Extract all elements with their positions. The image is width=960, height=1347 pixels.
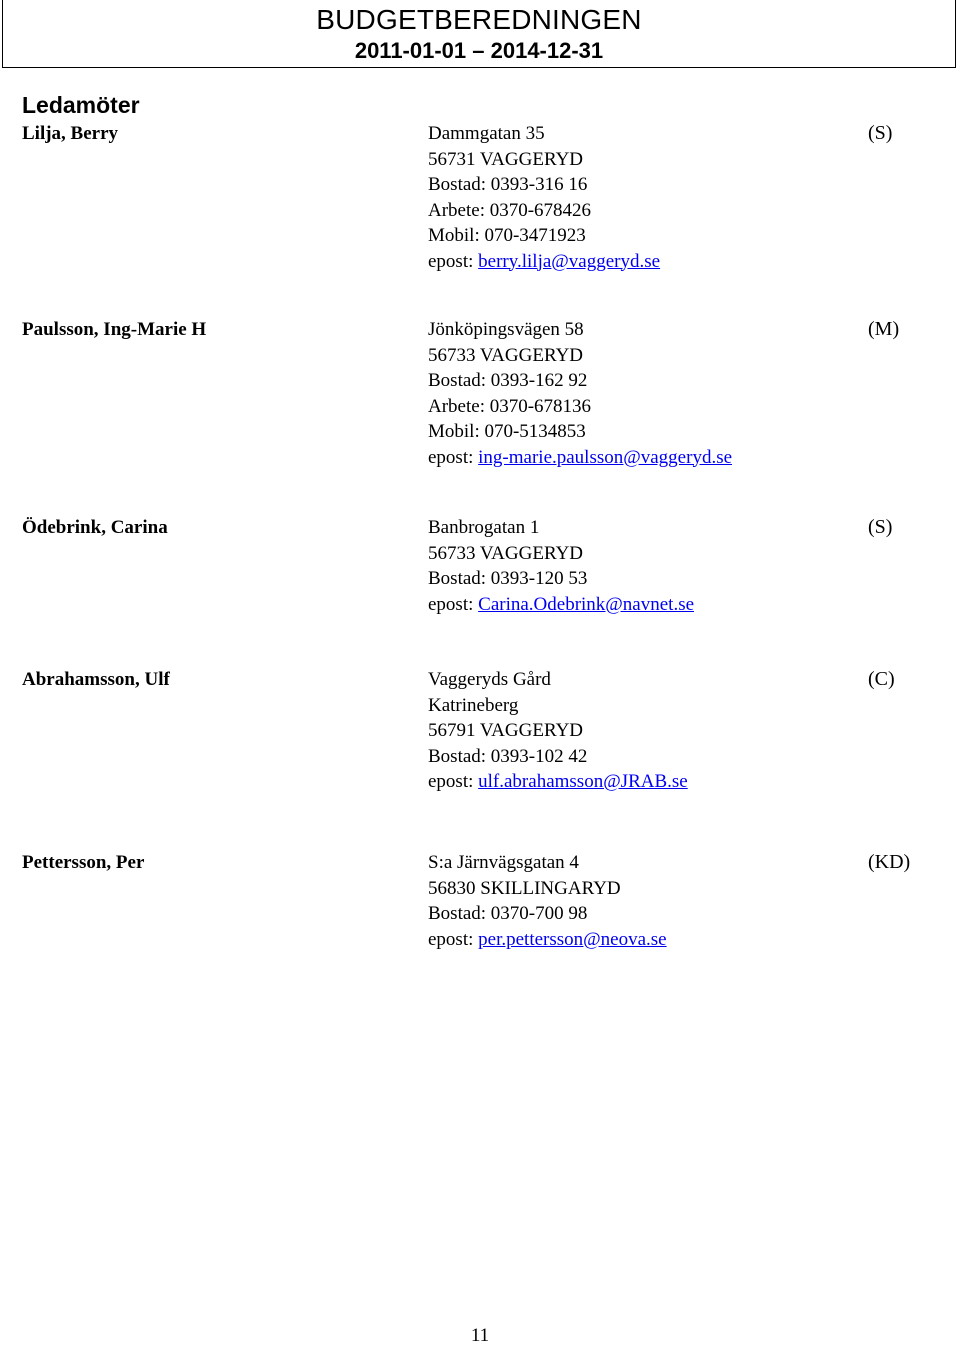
phone-work: Arbete: 0370-678426 <box>428 199 592 221</box>
address-line: 56830 SKILLINGARYD <box>428 877 621 899</box>
phone-mobile: Mobil: 070-3471923 <box>428 225 586 246</box>
party-badge: (S) <box>868 122 893 144</box>
address-line: Katrineberg <box>428 694 519 716</box>
member-contact <box>428 850 667 952</box>
email-line <box>428 927 667 953</box>
party-badge: (M) <box>868 318 900 340</box>
member-name: Paulsson, Ing-Marie H <box>22 319 207 340</box>
document-header <box>2 0 956 68</box>
email-link[interactable]: berry.lilja@vaggeryd.se <box>478 250 661 272</box>
email-link[interactable]: Carina.Odebrink@navnet.se <box>478 593 695 615</box>
phone-home: Bostad: 0393-316 16 <box>428 174 588 195</box>
address-line: Dammgatan 35 <box>428 123 545 144</box>
phone-mobile: Mobil: 070-5134853 <box>428 421 586 442</box>
party-badge: (C) <box>868 668 895 690</box>
email-label: epost: <box>428 593 479 615</box>
phone-work: Arbete: 0370-678136 <box>428 395 592 417</box>
party-badge: (S) <box>868 516 893 538</box>
address-line: 56733 VAGGERYD <box>428 542 584 564</box>
email-link[interactable]: ulf.abrahamsson@JRAB.se <box>478 771 688 792</box>
document-period: 2011-01-01 – 2014-12-31 <box>354 38 604 63</box>
member-name: Ödebrink, Carina <box>22 517 168 538</box>
page-number: 11 <box>470 1325 490 1346</box>
email-label: epost: <box>428 250 479 272</box>
address-line: Jönköpingsvägen 58 <box>428 319 584 340</box>
email-label: epost: <box>428 928 479 950</box>
address-line: Vaggeryds Gård <box>428 669 551 690</box>
member-name: Pettersson, Per <box>22 852 145 873</box>
member-contact <box>428 317 732 470</box>
address-line: 56791 VAGGERYD <box>428 720 584 741</box>
address-line: S:a Järnvägsgatan 4 <box>428 852 579 873</box>
phone-home: Bostad: 0393-120 53 <box>428 568 588 589</box>
email-label: epost: <box>428 771 479 792</box>
phone-home: Bostad: 0393-102 42 <box>428 745 588 767</box>
email-line <box>428 592 694 618</box>
member-contact <box>428 515 694 617</box>
address-line: 56733 VAGGERYD <box>428 344 584 366</box>
phone-home: Bostad: 0393-162 92 <box>428 370 588 391</box>
document-title: BUDGETBEREDNINGEN <box>316 4 642 35</box>
address-line: Banbrogatan 1 <box>428 517 540 538</box>
party-badge: (KD) <box>868 851 911 873</box>
email-label: epost: <box>428 446 479 468</box>
email-line <box>428 445 732 471</box>
member-contact <box>428 667 688 795</box>
email-line <box>428 249 660 275</box>
member-name: Abrahamsson, Ulf <box>22 669 170 690</box>
member-name: Lilja, Berry <box>22 123 119 144</box>
section-heading: Ledamöter <box>22 92 140 118</box>
email-link[interactable]: ing-marie.paulsson@vaggeryd.se <box>478 446 733 468</box>
phone-home: Bostad: 0370-700 98 <box>428 903 588 924</box>
email-link[interactable]: per.pettersson@neova.se <box>478 928 667 950</box>
address-line: 56731 VAGGERYD <box>428 148 584 170</box>
email-line <box>428 769 688 795</box>
member-contact <box>428 121 660 274</box>
